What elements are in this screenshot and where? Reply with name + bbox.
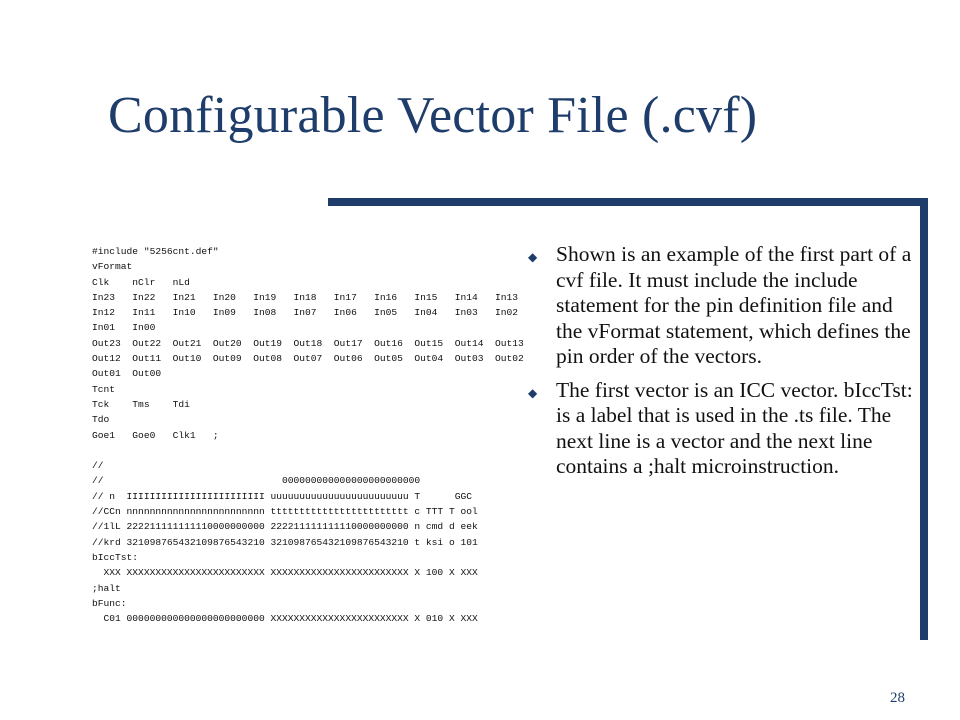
code-listing (92, 244, 530, 626)
diamond-bullet-icon: ◆ (528, 385, 538, 400)
bullet-text: The first vector is an ICC vector. bIccTst: is a label that is used in the .ts file. The next line is a vector and the next line contains a ;halt microinstruction. (556, 377, 913, 478)
bullet-item (524, 242, 916, 370)
slide-title: Configurable Vector File (.cvf) (108, 87, 758, 144)
code-line: In01 In00 (92, 322, 156, 334)
bullet-list (524, 242, 916, 488)
code-line: Tdo (92, 414, 110, 426)
frame-right-bar (920, 198, 928, 640)
diamond-bullet-icon: ◆ (528, 250, 538, 264)
code-line: vFormat (92, 261, 133, 273)
code-line: #include "5256cnt.def" (92, 246, 219, 257)
code-line: Tck Tms Tdi (92, 398, 190, 410)
code-line: //1lL 222211111111110000000000 222211111111110000000000 n cmd d eek (92, 521, 478, 533)
code-line: ;halt (92, 582, 121, 594)
code-line: // 000000000000000000000000 (92, 475, 421, 487)
code-line: Out23 Out22 Out21 Out20 Out19 Out18 Out17 Out16 Out15 Out14 Out13 (92, 337, 524, 349)
code-line: bIccTst: (92, 551, 139, 563)
code-line: XXX XXXXXXXXXXXXXXXXXXXXXXXX XXXXXXXXXXXXXXXXXXXXXXXX X 100 X XXX (92, 567, 478, 579)
code-line: Out12 Out11 Out10 Out09 Out08 Out07 Out06 Out05 Out04 Out03 Out02 (92, 353, 524, 365)
code-line: // n IIIIIIIIIIIIIIIIIIIIIIII uuuuuuuuuuuuuuuuuuuuuuuu T GGC (92, 490, 472, 502)
code-line: Goe1 Goe0 Clk1 ; (92, 429, 219, 441)
frame-top-bar (328, 198, 928, 206)
code-line: //CCn nnnnnnnnnnnnnnnnnnnnnnnn tttttttttttttttttttttttt c TTT T ool (92, 506, 478, 518)
code-line: //krd 321098765432109876543210 321098765432109876543210 t ksi o 101 (92, 536, 478, 548)
page-number: 28 (890, 690, 905, 706)
code-line: // (92, 460, 104, 472)
code-line: Tcnt (92, 383, 116, 395)
bullet-text: Shown is an example of the first part of a cvf file. It must include the include statement for the pin definition file and the vFormat statement, which defines the pin order of the vectors. (556, 242, 912, 368)
code-line: In12 In11 In10 In09 In08 In07 In06 In05 In04 In03 In02 (92, 307, 519, 319)
code-line: Out01 Out00 (92, 368, 162, 380)
bullet-item (524, 378, 916, 480)
code-line: Clk nClr nLd (92, 276, 190, 288)
code-line: In23 In22 In21 In20 In19 In18 In17 In16 In15 In14 In13 (92, 291, 519, 303)
code-line: C01 000000000000000000000000 XXXXXXXXXXXXXXXXXXXXXXXX X 010 X XXX (92, 613, 478, 625)
code-line: bFunc: (92, 597, 127, 609)
code-line (92, 443, 524, 458)
